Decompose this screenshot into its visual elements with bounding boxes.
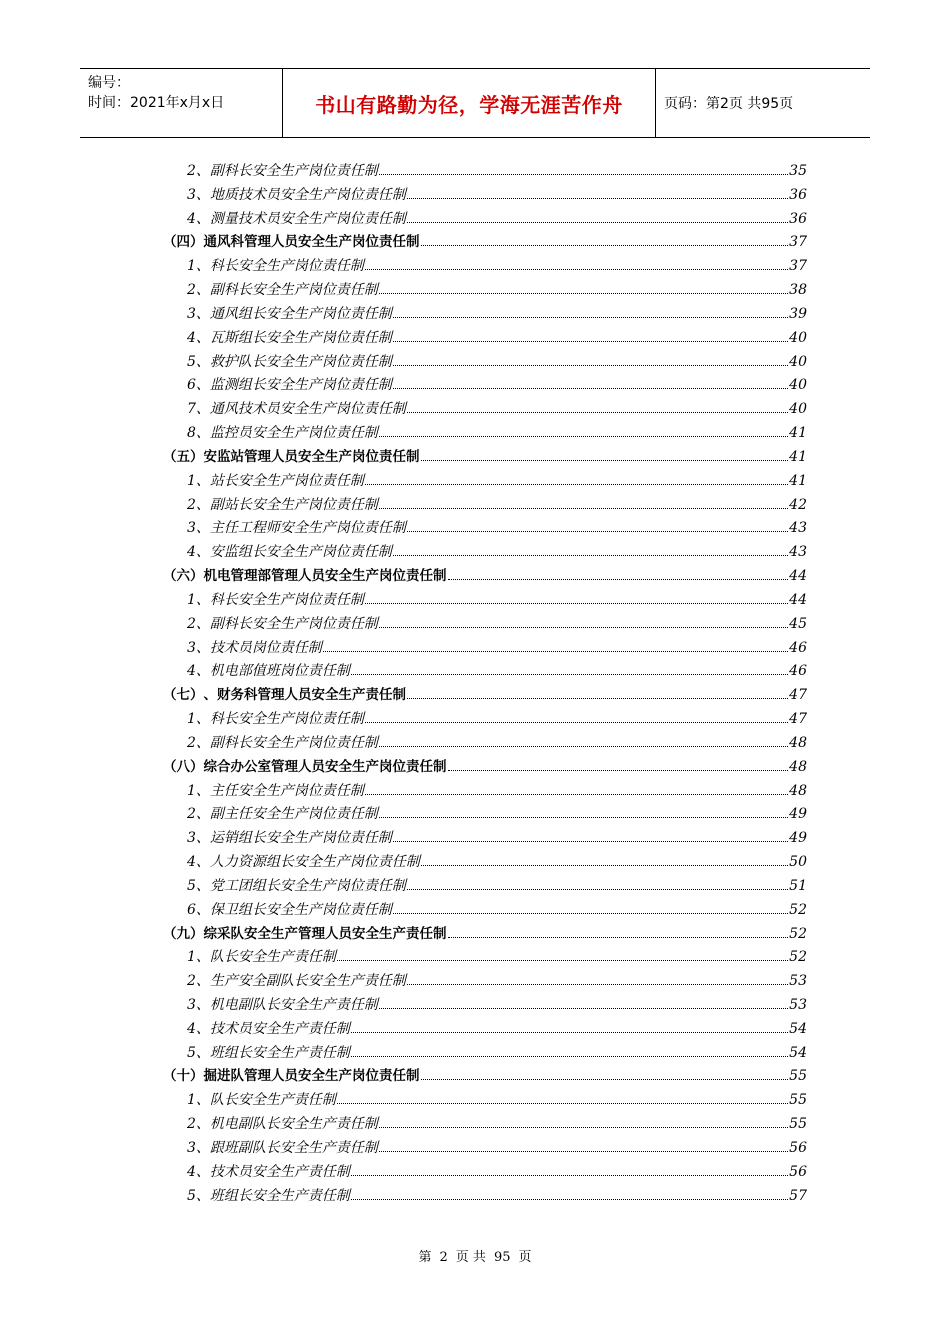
toc-entry[interactable]	[163, 327, 807, 351]
toc-entry[interactable]	[163, 780, 807, 804]
toc-entry[interactable]	[163, 494, 807, 518]
toc-entry-page: 38	[789, 282, 807, 299]
toc-entry[interactable]	[163, 1113, 807, 1137]
toc-entry-number: （七）	[163, 687, 204, 704]
toc-entry-page: 53	[789, 973, 807, 990]
toc-entry-title: 副科长安全生产岗位责任制	[209, 282, 378, 299]
toc-entry[interactable]	[163, 946, 807, 970]
toc-entry[interactable]	[163, 732, 807, 756]
toc-entry-title: 副科长安全生产岗位责任制	[209, 163, 378, 179]
dot-leader	[365, 722, 788, 723]
toc-entry[interactable]	[163, 541, 807, 565]
dot-leader	[351, 1175, 788, 1176]
toc-entry-page: 37	[789, 258, 807, 275]
toc-entry-title: 科长安全生产岗位责任制	[209, 591, 364, 608]
toc-entry-number: （四）	[163, 234, 204, 251]
toc-entry[interactable]	[163, 208, 807, 232]
toc-entry-title: 副主任安全生产岗位责任制	[209, 806, 378, 823]
toc-entry-number: （八）	[163, 758, 204, 775]
toc-entry-number: 4、	[187, 1020, 210, 1037]
toc-entry-page: 49	[789, 830, 807, 847]
dot-leader	[407, 198, 788, 199]
dot-leader	[407, 531, 788, 532]
dot-leader	[365, 603, 788, 604]
toc-entry-page: 35	[789, 163, 807, 179]
toc-entry-number: 6、	[187, 901, 210, 918]
toc-entry-page: 43	[789, 520, 807, 537]
dot-leader	[379, 1127, 788, 1128]
toc-entry-number: 2、	[187, 163, 210, 179]
page-footer	[0, 1246, 950, 1265]
footer-suffix: 页	[518, 1250, 532, 1265]
dot-leader	[421, 245, 789, 246]
toc-entry-page: 40	[789, 377, 807, 394]
toc-entry-number: 2、	[187, 496, 210, 513]
dot-leader	[407, 412, 788, 413]
toc-entry[interactable]	[163, 470, 807, 494]
toc-entry-title: 通风科管理人员安全生产岗位责任制	[203, 234, 420, 251]
toc-entry-page: 40	[789, 353, 807, 370]
toc-entry-title: 综采队安全生产管理人员安全生产责任制	[203, 925, 447, 942]
toc-entry-page: 50	[789, 854, 807, 871]
toc-section-entry[interactable]	[163, 565, 807, 589]
dot-leader	[393, 913, 788, 914]
toc-section-entry[interactable]	[163, 684, 807, 708]
toc-entry-number: 6、	[187, 377, 210, 394]
header-page-info	[656, 69, 870, 137]
toc-entry-page: 36	[789, 186, 807, 203]
toc-entry-title: 监控员安全生产岗位责任制	[209, 425, 378, 442]
toc-entry[interactable]	[163, 279, 807, 303]
toc-entry-title: 主任安全生产岗位责任制	[209, 782, 364, 799]
toc-entry-number: （九）	[163, 925, 204, 942]
toc-entry-number: 5、	[187, 877, 210, 894]
toc-entry-number: 1、	[187, 711, 210, 728]
toc-entry[interactable]	[163, 1137, 807, 1161]
dot-leader	[448, 937, 789, 938]
toc-entry[interactable]	[163, 1042, 807, 1066]
dot-leader	[407, 984, 788, 985]
toc-entry-number: 3、	[187, 520, 210, 537]
toc-entry-number: 3、	[187, 639, 210, 656]
dot-leader	[421, 460, 789, 461]
toc-entry-number: 1、	[187, 949, 210, 966]
header-meta	[80, 69, 282, 137]
toc-entry-title: 班组长安全生产责任制	[209, 1187, 350, 1204]
toc-entry-page: 48	[789, 758, 807, 775]
toc-entry[interactable]	[163, 1018, 807, 1042]
dot-leader	[351, 1056, 788, 1057]
dot-leader	[421, 1079, 789, 1080]
toc-entry[interactable]	[163, 899, 807, 923]
toc-entry-title: 生产安全副队长安全生产责任制	[209, 973, 406, 990]
toc-entry-title: 队长安全生产责任制	[209, 949, 336, 966]
toc-entry-page: 47	[789, 687, 807, 704]
dot-leader	[365, 794, 788, 795]
toc-entry[interactable]	[163, 303, 807, 327]
number-label: 编号：	[88, 75, 130, 91]
toc-entry-title: 班组长安全生产责任制	[209, 1044, 350, 1061]
toc-entry-page: 51	[789, 877, 807, 894]
dot-leader	[351, 1199, 788, 1200]
dot-leader	[393, 317, 788, 318]
dot-leader	[365, 269, 788, 270]
toc-entry[interactable]	[163, 160, 807, 184]
dot-leader	[407, 222, 788, 223]
toc-entry-title: 机电副队长安全生产责任制	[209, 996, 378, 1013]
toc-entry-page: 47	[789, 711, 807, 728]
toc-entry-number: 5、	[187, 1044, 210, 1061]
toc-entry-title: 安监组长安全生产岗位责任制	[209, 544, 392, 561]
dot-leader	[393, 388, 788, 389]
toc-entry-page: 55	[789, 1068, 807, 1085]
toc-entry-number: 2、	[187, 806, 210, 823]
dot-leader	[379, 817, 788, 818]
toc-entry-title: 机电部值班岗位责任制	[209, 663, 350, 680]
toc-entry-page: 55	[789, 1092, 807, 1109]
toc-entry[interactable]	[163, 398, 807, 422]
motto: 书山有路勤为径，学海无涯苦作舟	[315, 92, 623, 117]
toc-entry[interactable]	[163, 708, 807, 732]
dot-leader	[351, 1032, 788, 1033]
dot-leader	[379, 627, 788, 628]
dot-leader	[407, 889, 788, 890]
dot-leader	[407, 698, 788, 699]
toc-entry-page: 46	[789, 639, 807, 656]
toc-entry-title: 监测组长安全生产岗位责任制	[209, 377, 392, 394]
toc-entry-number: 2、	[187, 973, 210, 990]
toc-entry-title: 科长安全生产岗位责任制	[209, 711, 364, 728]
toc-entry-number: 3、	[187, 186, 210, 203]
toc-entry-number: 1、	[187, 782, 210, 799]
footer-total-pages: 95	[493, 1250, 511, 1265]
toc-entry-title: 地质技术员安全生产岗位责任制	[209, 186, 406, 203]
dot-leader	[448, 579, 789, 580]
footer-mid: 页 共	[455, 1250, 486, 1265]
toc-entry-title: 测量技术员安全生产岗位责任制	[209, 210, 406, 227]
header-motto-cell	[282, 69, 656, 137]
toc-entry-title: 机电副队长安全生产责任制	[209, 1116, 378, 1133]
toc-entry-number: 4、	[187, 663, 210, 680]
date-label: 时间：2021年x月x日	[88, 95, 225, 111]
toc-entry-number: 8、	[187, 425, 210, 442]
toc-entry-number: 7、	[187, 401, 210, 418]
toc-entry[interactable]	[163, 803, 807, 827]
toc-entry-title: 跟班副队长安全生产责任制	[209, 1139, 378, 1156]
toc-entry-page: 40	[789, 401, 807, 418]
toc-entry-page: 46	[789, 663, 807, 680]
toc-section-entry[interactable]	[163, 923, 807, 947]
toc-entry-title: 技术员安全生产责任制	[209, 1163, 350, 1180]
toc-entry-page: 41	[789, 448, 807, 465]
toc-entry[interactable]	[163, 351, 807, 375]
footer-prefix: 第	[418, 1250, 432, 1265]
toc-entry-number: 3、	[187, 305, 210, 322]
toc-entry-page: 42	[789, 496, 807, 513]
toc-entry[interactable]	[163, 637, 807, 661]
toc-entry-page: 43	[789, 544, 807, 561]
dot-leader	[393, 841, 788, 842]
dot-leader	[379, 746, 788, 747]
toc-entry[interactable]	[163, 1161, 807, 1185]
dot-leader	[421, 865, 788, 866]
dot-leader	[365, 484, 788, 485]
footer-page-number: 2	[439, 1250, 448, 1265]
toc-entry[interactable]	[163, 422, 807, 446]
dot-leader	[448, 770, 789, 771]
toc-entry-page: 53	[789, 996, 807, 1013]
toc-entry-page: 48	[789, 734, 807, 751]
toc-entry-page: 55	[789, 1116, 807, 1133]
toc-entry-number: （十）	[163, 1068, 204, 1085]
toc-entry[interactable]	[163, 374, 807, 398]
toc-entry-number: 3、	[187, 1139, 210, 1156]
toc-entry[interactable]	[163, 1185, 807, 1209]
toc-entry-number: （五）	[163, 448, 204, 465]
toc-entry[interactable]	[163, 255, 807, 279]
toc-entry-page: 49	[789, 806, 807, 823]
toc-entry-page: 54	[789, 1020, 807, 1037]
toc-entry-number: 1、	[187, 258, 210, 275]
toc-entry-title: 通风组长安全生产岗位责任制	[209, 305, 392, 322]
dot-leader	[379, 1008, 788, 1009]
toc-entry[interactable]	[163, 875, 807, 899]
toc-entry-page: 56	[789, 1139, 807, 1156]
dot-leader	[379, 293, 788, 294]
toc-entry-number: 1、	[187, 472, 210, 489]
toc-entry[interactable]	[163, 851, 807, 875]
toc-entry[interactable]	[163, 184, 807, 208]
toc-entry-page: 44	[789, 568, 807, 585]
toc-entry-number: 2、	[187, 1116, 210, 1133]
toc-entry-page: 52	[789, 925, 807, 942]
toc-entry-page: 41	[789, 472, 807, 489]
page-info: 页码：第2页 共95页	[664, 96, 794, 112]
toc-entry-number: 2、	[187, 615, 210, 632]
toc-entry-title: 保卫组长安全生产岗位责任制	[209, 901, 392, 918]
toc-entry-page: 41	[789, 425, 807, 442]
toc-entry-page: 48	[789, 782, 807, 799]
toc-entry-number: 5、	[187, 1187, 210, 1204]
toc-entry-number: 4、	[187, 329, 210, 346]
toc-entry-number: 4、	[187, 544, 210, 561]
toc-entry-page: 52	[789, 949, 807, 966]
toc-entry[interactable]	[163, 517, 807, 541]
toc-entry-title: 救护队长安全生产岗位责任制	[209, 353, 392, 370]
toc-entry-page: 36	[789, 210, 807, 227]
toc-entry[interactable]	[163, 994, 807, 1018]
toc-entry-title: 综合办公室管理人员安全生产岗位责任制	[203, 758, 447, 775]
toc-entry[interactable]	[163, 970, 807, 994]
toc-entry-number: 2、	[187, 734, 210, 751]
toc-entry-page: 39	[789, 305, 807, 322]
toc-entry[interactable]	[163, 1089, 807, 1113]
toc-entry-title: 运销组长安全生产岗位责任制	[209, 830, 392, 847]
toc-entry-page: 40	[789, 329, 807, 346]
dot-leader	[393, 341, 788, 342]
toc-entry[interactable]	[163, 589, 807, 613]
toc-entry-page: 37	[789, 234, 807, 251]
dot-leader	[323, 651, 788, 652]
toc-section-entry[interactable]	[163, 756, 807, 780]
toc-entry-page: 54	[789, 1044, 807, 1061]
dot-leader	[379, 174, 788, 175]
dot-leader	[337, 960, 788, 961]
toc-entry-title: 主任工程师安全生产岗位责任制	[209, 520, 406, 537]
toc-entry-number: 4、	[187, 210, 210, 227]
toc-entry-page: 57	[789, 1187, 807, 1204]
dot-leader	[351, 674, 788, 675]
toc-entry-title: 安监站管理人员安全生产岗位责任制	[203, 448, 420, 465]
table-of-contents	[163, 160, 807, 1208]
toc-entry-number: 3、	[187, 996, 210, 1013]
toc-entry-title: 党工团组长安全生产岗位责任制	[209, 877, 406, 894]
toc-section-entry[interactable]	[163, 231, 807, 255]
toc-entry-number: 4、	[187, 854, 210, 871]
toc-section-entry[interactable]	[163, 1065, 807, 1089]
toc-entry-page: 52	[789, 901, 807, 918]
toc-entry-title: 技术员岗位责任制	[209, 639, 322, 656]
toc-entry-title: 副科长安全生产岗位责任制	[209, 734, 378, 751]
toc-entry-title: 、财务科管理人员安全生产责任制	[203, 687, 406, 704]
dot-leader	[379, 508, 788, 509]
toc-entry-title: 科长安全生产岗位责任制	[209, 258, 364, 275]
toc-entry-number: 1、	[187, 591, 210, 608]
toc-entry-title: 队长安全生产责任制	[209, 1092, 336, 1109]
toc-entry-title: 副站长安全生产岗位责任制	[209, 496, 378, 513]
toc-entry-title: 站长安全生产岗位责任制	[209, 472, 364, 489]
dot-leader	[393, 365, 788, 366]
toc-section-entry[interactable]	[163, 446, 807, 470]
toc-entry-number: 3、	[187, 830, 210, 847]
toc-entry-number: 2、	[187, 282, 210, 299]
toc-entry-number: 5、	[187, 353, 210, 370]
toc-entry-title: 技术员安全生产责任制	[209, 1020, 350, 1037]
toc-entry-page: 44	[789, 591, 807, 608]
toc-entry-number: 4、	[187, 1163, 210, 1180]
dot-leader	[393, 555, 788, 556]
dot-leader	[379, 1151, 788, 1152]
toc-entry-title: 副科长安全生产岗位责任制	[209, 615, 378, 632]
toc-entry-number: （六）	[163, 568, 204, 585]
toc-entry-number: 1、	[187, 1092, 210, 1109]
toc-entry[interactable]	[163, 660, 807, 684]
page-header	[80, 68, 870, 138]
toc-entry-title: 掘进队管理人员安全生产岗位责任制	[203, 1068, 420, 1085]
dot-leader	[379, 436, 788, 437]
toc-entry[interactable]	[163, 827, 807, 851]
dot-leader	[337, 1103, 788, 1104]
toc-entry-page: 56	[789, 1163, 807, 1180]
toc-entry-page: 45	[789, 615, 807, 632]
toc-entry-title: 机电管理部管理人员安全生产岗位责任制	[203, 568, 447, 585]
toc-entry[interactable]	[163, 613, 807, 637]
toc-entry-title: 人力资源组长安全生产岗位责任制	[209, 854, 420, 871]
toc-entry-title: 瓦斯组长安全生产岗位责任制	[209, 329, 392, 346]
toc-entry-title: 通风技术员安全生产岗位责任制	[209, 401, 406, 418]
